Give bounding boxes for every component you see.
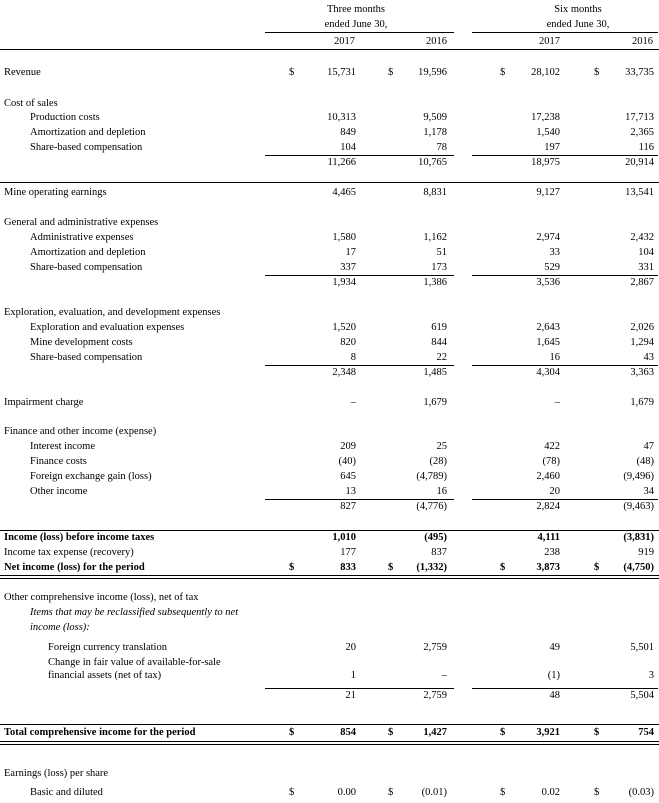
row-label: Finance costs — [30, 456, 87, 467]
row-label: Income (loss) before income taxes — [4, 532, 155, 543]
row-value: 104 — [638, 247, 654, 258]
row-label: Amortization and depletion — [30, 247, 146, 258]
currency-symbol: $ — [500, 787, 506, 798]
row-value: (9,463) — [623, 501, 654, 512]
row-label: Change in fair value of available-for-sale — [48, 657, 221, 668]
row-value: 10,313 — [327, 112, 356, 123]
currency-symbol: $ — [388, 727, 394, 738]
header-year-h-2016: 2016 — [632, 36, 653, 47]
subtotal-rule — [472, 365, 658, 366]
row-value: 422 — [544, 441, 560, 452]
header-rule-three-months — [265, 32, 454, 33]
subtotal-rule — [265, 688, 454, 689]
row-value: 17,713 — [625, 112, 654, 123]
row-value: – — [441, 670, 447, 681]
row-value: 116 — [638, 142, 654, 153]
row-value: 197 — [544, 142, 560, 153]
row-value: 1,427 — [423, 727, 447, 738]
row-value: 4,304 — [536, 367, 560, 378]
row-label: Share-based compensation — [30, 142, 143, 153]
row-value: 209 — [340, 441, 356, 452]
subtotal-rule — [472, 275, 658, 276]
row-value: 2,365 — [630, 127, 654, 138]
row-value: 4,111 — [537, 532, 560, 543]
row-value: 754 — [638, 727, 654, 738]
row-label: Exploration, evaluation, and development expenses — [4, 307, 221, 318]
currency-symbol: $ — [594, 787, 600, 798]
row-value: – — [554, 397, 560, 408]
row-value: 11,266 — [327, 157, 356, 168]
row-value: 17 — [345, 247, 356, 258]
row-label: Items that may be reclassified subsequently to net — [30, 607, 239, 618]
row-label: Net income (loss) for the period — [4, 562, 145, 573]
row-value: (1,332) — [416, 562, 447, 573]
row-value: 1 — [350, 670, 356, 681]
row-value: (78) — [542, 456, 560, 467]
row-value: 8 — [350, 352, 356, 363]
row-value: 16 — [436, 486, 447, 497]
row-value: 9,509 — [423, 112, 447, 123]
row-value: 1,520 — [332, 322, 356, 333]
currency-symbol: $ — [289, 67, 295, 78]
row-value: 48 — [549, 690, 560, 701]
row-value: 20 — [549, 486, 560, 497]
row-value: 104 — [340, 142, 356, 153]
row-label: Production costs — [30, 112, 100, 123]
row-value: (40) — [338, 456, 356, 467]
subtotal-rule — [472, 155, 658, 156]
full-rule — [0, 530, 659, 531]
row-value: 20,914 — [625, 157, 654, 168]
row-label: Interest income — [30, 441, 96, 452]
row-value: (4,750) — [623, 562, 654, 573]
row-value: 1,540 — [536, 127, 560, 138]
row-value: 2,348 — [332, 367, 356, 378]
row-value: 51 — [436, 247, 447, 258]
row-value: 173 — [431, 262, 447, 273]
row-value: 2,759 — [423, 690, 447, 701]
row-value: 0.00 — [337, 787, 356, 798]
row-label: Exploration and evaluation expenses — [30, 322, 185, 333]
subtotal-rule — [472, 688, 658, 689]
subtotal-rule — [265, 499, 454, 500]
row-label: General and administrative expenses — [4, 217, 159, 228]
header-three-months-line2: ended June 30, — [324, 19, 388, 30]
double-rule — [0, 741, 659, 745]
row-value: 2,460 — [536, 471, 560, 482]
row-label: Revenue — [4, 67, 41, 78]
row-value: 1,010 — [332, 532, 356, 543]
row-value: 49 — [549, 642, 560, 653]
row-value: 2,974 — [536, 232, 560, 243]
row-value: (1) — [547, 670, 560, 681]
currency-symbol: $ — [594, 67, 600, 78]
header-rule-six-months — [472, 32, 658, 33]
row-value: 833 — [340, 562, 356, 573]
row-value: 17,238 — [531, 112, 560, 123]
row-value: (3,831) — [623, 532, 654, 543]
header-three-months-line1: Three months — [326, 4, 386, 15]
row-label: Share-based compensation — [30, 262, 143, 273]
row-value: 1,679 — [630, 397, 654, 408]
header-year-q-2017: 2017 — [334, 36, 355, 47]
row-value: (28) — [429, 456, 447, 467]
row-label: Impairment charge — [4, 397, 84, 408]
currency-symbol: $ — [594, 727, 600, 738]
header-six-months-line1: Six months — [554, 4, 602, 15]
row-value: 2,867 — [630, 277, 654, 288]
header-year-h-2017: 2017 — [539, 36, 560, 47]
row-value: 18,975 — [531, 157, 560, 168]
row-value: 43 — [643, 352, 654, 363]
header-six-months-line2: ended June 30, — [546, 19, 610, 30]
double-rule — [0, 575, 659, 579]
currency-symbol: $ — [500, 67, 506, 78]
row-label: Other income — [30, 486, 88, 497]
row-value: 21 — [345, 690, 356, 701]
row-value: 2,643 — [536, 322, 560, 333]
row-value: 28,102 — [531, 67, 560, 78]
full-rule — [0, 724, 659, 725]
row-value: 78 — [436, 142, 447, 153]
full-rule — [0, 182, 659, 183]
row-value: – — [350, 397, 356, 408]
row-value: 1,645 — [536, 337, 560, 348]
currency-symbol: $ — [289, 787, 295, 798]
currency-symbol: $ — [289, 562, 295, 573]
row-value: 1,386 — [423, 277, 447, 288]
currency-symbol: $ — [388, 787, 394, 798]
row-label: financial assets (net of tax) — [48, 670, 162, 681]
row-value: 1,162 — [423, 232, 447, 243]
row-value: 8,831 — [423, 187, 447, 198]
row-value: 33 — [549, 247, 560, 258]
row-value: 619 — [431, 322, 447, 333]
row-value: 854 — [340, 727, 356, 738]
header-bottom-rule — [0, 49, 659, 50]
row-value: 20 — [345, 642, 356, 653]
row-value: 47 — [643, 441, 654, 452]
row-value: 16 — [549, 352, 560, 363]
row-value: 238 — [544, 547, 560, 558]
row-label: Mine development costs — [30, 337, 133, 348]
row-value: 13,541 — [625, 187, 654, 198]
row-value: 1,679 — [423, 397, 447, 408]
row-value: 849 — [340, 127, 356, 138]
row-value: (9,496) — [623, 471, 654, 482]
row-value: 3,921 — [536, 727, 560, 738]
subtotal-rule — [472, 499, 658, 500]
row-label: Income tax expense (recovery) — [4, 547, 134, 558]
row-value: 177 — [340, 547, 356, 558]
row-value: 529 — [544, 262, 560, 273]
row-value: 2,824 — [536, 501, 560, 512]
currency-symbol: $ — [289, 727, 295, 738]
row-value: 3 — [648, 670, 654, 681]
row-value: (4,789) — [416, 471, 447, 482]
row-label: Cost of sales — [4, 98, 58, 109]
row-label: Administrative expenses — [30, 232, 134, 243]
row-value: 13 — [345, 486, 356, 497]
row-value: 1,580 — [332, 232, 356, 243]
currency-symbol: $ — [500, 727, 506, 738]
row-value: 3,363 — [630, 367, 654, 378]
row-value: 827 — [340, 501, 356, 512]
row-value: 837 — [431, 547, 447, 558]
row-value: (4,776) — [416, 501, 447, 512]
row-label: Total comprehensive income for the period — [4, 727, 196, 738]
row-value: (0.01) — [421, 787, 447, 798]
row-value: (0.03) — [628, 787, 654, 798]
row-value: 10,765 — [418, 157, 447, 168]
row-value: 844 — [431, 337, 447, 348]
row-value: 1,934 — [332, 277, 356, 288]
row-value: (48) — [636, 456, 654, 467]
header-year-q-2016: 2016 — [426, 36, 447, 47]
row-value: 2,026 — [630, 322, 654, 333]
row-value: 4,465 — [332, 187, 356, 198]
row-label: Earnings (loss) per share — [4, 768, 109, 779]
row-label: income (loss): — [30, 622, 90, 633]
currency-symbol: $ — [594, 562, 600, 573]
row-value: (495) — [424, 532, 447, 543]
row-value: 3,873 — [536, 562, 560, 573]
row-value: 19,596 — [418, 67, 447, 78]
row-value: 9,127 — [536, 187, 560, 198]
row-label: Share-based compensation — [30, 352, 143, 363]
row-value: 33,735 — [625, 67, 654, 78]
row-value: 645 — [340, 471, 356, 482]
row-label: Amortization and depletion — [30, 127, 146, 138]
row-label: Basic and diluted — [30, 787, 103, 798]
row-value: 1,294 — [630, 337, 654, 348]
row-value: 25 — [436, 441, 447, 452]
subtotal-rule — [265, 365, 454, 366]
row-label: Other comprehensive income (loss), net of tax — [4, 592, 199, 603]
currency-symbol: $ — [500, 562, 506, 573]
row-value: 919 — [638, 547, 654, 558]
currency-symbol: $ — [388, 67, 394, 78]
row-value: 22 — [436, 352, 447, 363]
row-value: 1,178 — [423, 127, 447, 138]
row-value: 2,432 — [630, 232, 654, 243]
row-value: 820 — [340, 337, 356, 348]
currency-symbol: $ — [388, 562, 394, 573]
row-label: Foreign currency translation — [48, 642, 167, 653]
subtotal-rule — [265, 155, 454, 156]
row-value: 337 — [340, 262, 356, 273]
row-value: 3,536 — [536, 277, 560, 288]
row-value: 34 — [643, 486, 654, 497]
row-label: Mine operating earnings — [4, 187, 107, 198]
row-value: 2,759 — [423, 642, 447, 653]
row-value: 0.02 — [541, 787, 560, 798]
row-value: 15,731 — [327, 67, 356, 78]
row-value: 5,504 — [630, 690, 654, 701]
row-label: Foreign exchange gain (loss) — [30, 471, 152, 482]
subtotal-rule — [265, 275, 454, 276]
row-value: 5,501 — [630, 642, 654, 653]
row-label: Finance and other income (expense) — [4, 426, 157, 437]
row-value: 331 — [638, 262, 654, 273]
row-value: 1,485 — [423, 367, 447, 378]
